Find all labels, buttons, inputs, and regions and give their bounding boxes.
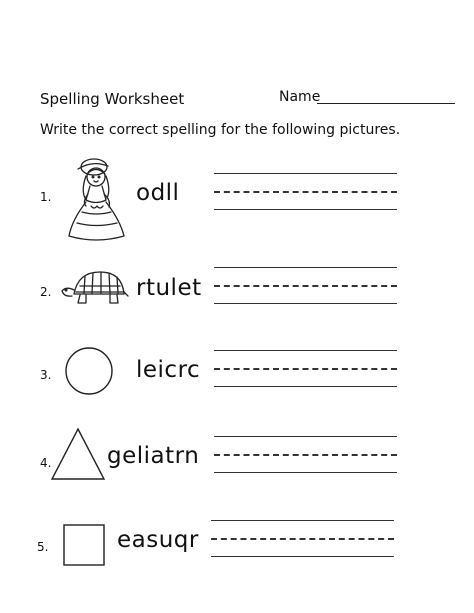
answer-line-top-1 — [214, 173, 397, 174]
name-line — [317, 103, 455, 104]
answer-line-bottom-2 — [214, 303, 397, 304]
worksheet-title: Spelling Worksheet — [40, 90, 185, 108]
answer-line-mid-4 — [214, 454, 397, 456]
item-number-1: 1. — [40, 190, 52, 204]
answer-line-bottom-4 — [214, 472, 397, 473]
item-number-5: 5. — [37, 540, 49, 554]
scrambled-word-3: leicrc — [136, 357, 201, 383]
answer-line-top-5 — [211, 520, 394, 521]
answer-line-bottom-1 — [214, 209, 397, 210]
name-label: Name — [279, 89, 321, 105]
triangle-icon — [50, 427, 106, 481]
item-number-4: 4. — [40, 456, 52, 470]
doll-icon — [64, 150, 129, 245]
answer-line-mid-5 — [211, 538, 394, 540]
instructions: Write the correct spelling for the following pictures. — [40, 122, 401, 138]
answer-line-bottom-5 — [211, 556, 394, 557]
circle-icon — [64, 346, 114, 396]
scrambled-word-2: rtulet — [136, 275, 202, 301]
scrambled-word-5: easuqr — [117, 527, 199, 553]
item-number-2: 2. — [40, 285, 52, 299]
answer-line-mid-1 — [214, 191, 397, 193]
turtle-icon — [58, 268, 130, 308]
answer-line-bottom-3 — [214, 386, 397, 387]
scrambled-word-1: odll — [136, 180, 180, 206]
answer-line-top-4 — [214, 436, 397, 437]
answer-line-top-3 — [214, 350, 397, 351]
answer-line-top-2 — [214, 267, 397, 268]
item-number-3: 3. — [40, 368, 52, 382]
answer-line-mid-2 — [214, 285, 397, 287]
scrambled-word-4: geliatrn — [107, 443, 200, 469]
answer-line-mid-3 — [214, 368, 397, 370]
square-icon — [63, 524, 105, 566]
